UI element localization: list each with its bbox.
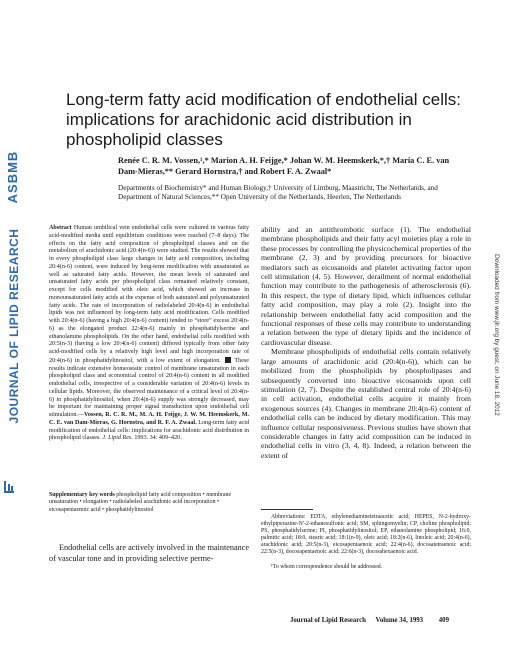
citation-journal: J. Lipid Res. (102, 435, 133, 442)
abstract-text-1: Human umbilical vein endothelial cells were cultured in various fatty acid-modified media until equilibrium conditions were reached (7–8 days). The effects on the fatty acid composition of phospholipid classes and on the metabolism of arachidonic acid (20:4(n-6)) were studied. The results showed that in every phospholipid class large changes in fatty acid composition, including 20:4(n-6) content, were induced by long-term modification with unsaturated as well as saturated fatty acids. However, the mean levels of saturated and unsaturated fatty acids per phospholipid class remained relatively constant, except for cells modified with oleic acid, which showed an increase in monounsaturated fatty acids at the expense of both saturated and polyunsaturated fatty acids. The rate of incorporation of radiolabeled 20:4(n-6) in endothelial lipids was not influenced by long-term fatty acid modification. Cells modified with 20:4(n-6) (having a high 20:4(n-6) content) tended to “store” excess 20:4(n-6) as the elongated product 22:4(n-6) mainly in phosphatidylserine and ethanolamine phospholipids. On the other hand, endothelial cells modified with 20:5(n-3) (having a low 20:4(n-6) content) differed typically from other fatty acid-modified cells by a relatively high level and high incorporation rate of 20:4(n-6) in phosphatidylinositol, with a low extent of elongation. (49, 225, 249, 364)
download-note: Downloaded from www.jlr.org by guest, on June 18, 2012 (493, 254, 500, 416)
section-marker-icon (225, 357, 231, 363)
article-title: Long-term fatty acid modification of endothelial cells: implications for arachidonic acid distribution in phospholipid classes (66, 90, 461, 149)
footer-journal: Journal of Lipid Research (290, 617, 366, 624)
body-right-column (261, 225, 471, 460)
body-paragraph-1: ability and an antithrombotic surface (1). The endothelial membrane phospholipids and their fatty acyl moieties play a role in these processes by controlling the physicochemical properties of the membrane (2, 3) and by providing precursors for bioactive mediators such as eicosanoids and platelet activating factor upon cell stimulation (4, 5). However, derailment of normal endothelial function may contribute to the pathogenesis of atherosclerosis (6). In this respect, the type of dietary lipid, which influences cellular fatty acid composition, may play a role (2). Insight into the relationship between endothelial fatty acid composition and the functional responses of these cells may contribute to understanding a relation between the type of dietary lipids and the incidence of cardiovascular disease. (261, 225, 471, 347)
journal-name-vertical: JOURNAL OF LIPID RESEARCH (7, 228, 21, 424)
footnote-rule (261, 509, 313, 510)
society-label: ASBMB (5, 150, 20, 204)
author-list: Renée C. R. M. Vossen,¹,* Marion A. H. Feijge,* Johan W. M. Heemskerk,*,† Maria C. E. van Dam-Mieras,** Gerard Hornstra,† and Robert F. A. Zwaal* (118, 156, 450, 176)
citation-tail: 1993. 34: 409–420. (134, 435, 182, 442)
abstract-lead: Abstract (49, 225, 72, 231)
keywords-text: phospholipid fatty acid composition • membrane unsaturation • elongation • radiolabeled arachidonic acid incorporation • eicosapentaenoic acid • phosphatidylinositol (49, 492, 232, 513)
keywords (49, 492, 249, 514)
citation-authors: Vossen, R. C. R. M., M. A. H. Feijge, J. W. M. Heemskerk, M. C. E. van Dam-Mieras, G. Hornstra, and R. F. A. Zwaal. (49, 412, 249, 426)
page-footer (290, 617, 476, 624)
footer-volume: Volume 34, 1993 (375, 617, 424, 624)
affiliations: Departments of Biochemistry* and Human Biology,† University of Limburg, Maastricht, The Netherlands, and Department of Natural Sciences,** Open University of the Netherlands, Heerlen, The Netherlands (118, 184, 438, 202)
body-paragraph-2: Membrane phospholipids of endothelial cells contain relatively large amounts of arachidonic acid (20:4(n-6)), which can be mobilized from the phospholipids by phospholipases and subsequently converted into bioactive eicosanoids upon cell stimulation (2, 7). Despite the established central role of 20:4(n-6) in cell activation, endothelial cells acquire it mainly from exogenous sources (4). Changes in membrane 20:4(n-6) content of endothelial cells can be induced by dietary modification. This may influence cellular responsiveness. Previous studies have shown that considerable changes in fatty acid composition can be induced in endothelial cells in vitro (3, 4, 8). Indeed, a relation between the extent of (261, 347, 471, 460)
introduction-start: Endothelial cells are actively involved in the maintenance of vascular tone and in providing selective perme- (49, 543, 249, 563)
publisher-logo-icon (3, 480, 15, 494)
keywords-lead: Supplementary key words (49, 492, 115, 498)
correspondence-footnote: ¹To whom correspondence should be addressed. (271, 564, 383, 570)
citation-title: Long-term fatty acid modification of endothelial cells: implications for arachidonic acid distribution in phospholipid classes. (49, 419, 249, 442)
page-number: 409 (438, 617, 449, 624)
abstract-text-2: These results indicate extensive homeostatic control of membrane unsaturation in each phospholipid class and economical control of 20:4(n-6) content in all modified endothelial cells, irrespective of a considerable variation of 20:4(n-6) levels in cellular lipids. Moreover, the observed maintenance of a critical level of 20:4(n-6) in phosphatidylinositol, when 20:4(n-6) supply was strongly decreased, may be important for maintaining proper signal transduction upon endothelial cell stimulation.— (49, 357, 249, 418)
abstract (49, 225, 249, 443)
abbreviations-footnote: Abbreviations: EDTA, ethylenediaminetetraacetic acid; HEPES, N-2-hydroxy-ethylpiperazine-N′-2-ethanesulfonic acid; SM, sphingomyelin; CP, choline phospholipid; PS, phosphatidylserine; PI, phosphatidylinositol; EP, ethanolamine phospholipid; 16:0, palmitic acid; 18:0, stearic acid; 18:1(n-9), oleic acid; 18:2(n-6), linoleic acid; 20:4(n-6), arachidonic acid; 20:5(n-3), eicosapentaenoic acid; 22:4(n-6), docosatetraenoic acid; 22:5(n-3), docosapentaenoic acid; 22:6(n-3), docosahexaenoic acid. (261, 514, 471, 555)
